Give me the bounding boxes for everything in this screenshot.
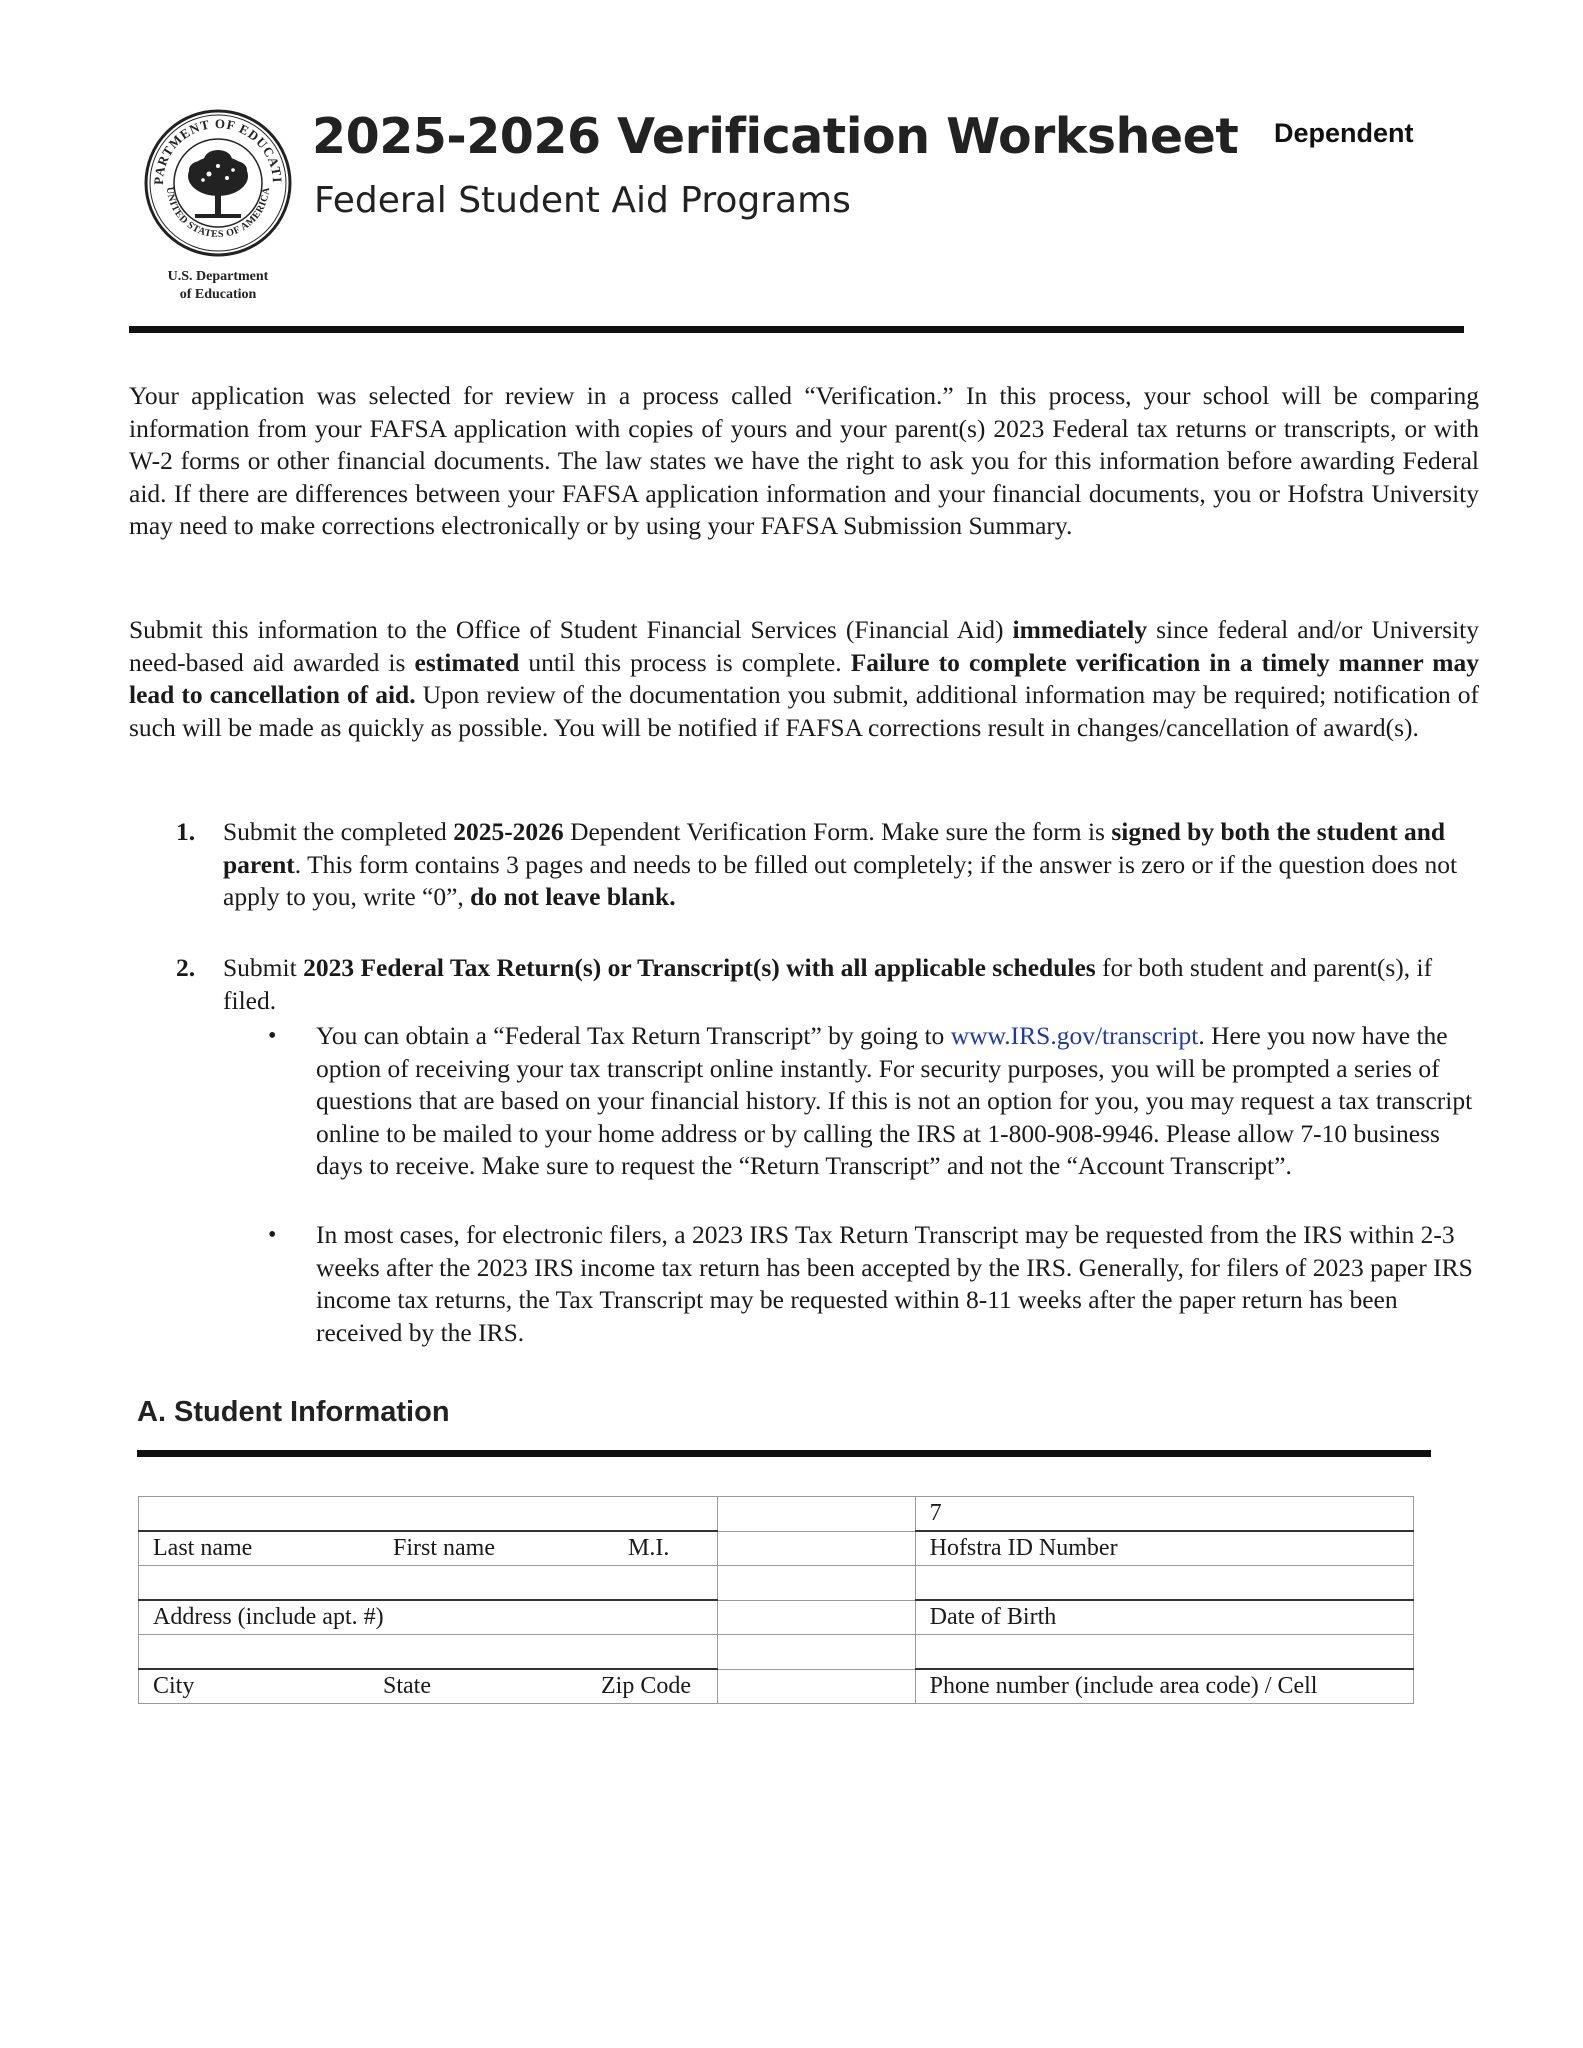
address-label: Address (include apt. #) [139,1600,718,1635]
state-label: State [383,1673,431,1699]
name-labels [139,1531,718,1566]
intro-paragraph-1: Your application was selected for review in a process called “Verification.” In this process, your school will be comparing information from your FAFSA application with copies of yours and your parent(s) 2023 Federal tax returns or transcripts, or with W-2 forms or other financial documents. The law states we have the right to ask you for this information before awarding Federal aid. If there are differences between your FAFSA application information and your financial documents, you or Hofstra University may need to make corrections electronically or by using your FAFSA Submission Summary. [129,381,1479,541]
date-of-birth-field[interactable] [915,1566,1413,1601]
name-field[interactable] [139,1497,718,1532]
address-entry-row [139,1566,1414,1601]
spacer-cell [717,1566,915,1601]
step-2-text [223,952,1483,1017]
bullet-1-text-b: . Here you now have the option of receiving your tax transcript online instantly. For security purposes, you will be prompted a series of questions that are based on your financial history. If this is not an option for you, you may request a tax transcript online to be mailed to your home address or by calling the IRS at 1-800-908-9946. Please allow 7-10 business days to receive. Make sure to request the “Return Transcript” and not the “Account Transcript”. [316,1021,1473,1181]
step-2-text-a: Submit [223,953,304,982]
address-field[interactable] [139,1566,718,1601]
address-label-row [139,1600,1414,1635]
city-entry-row [139,1635,1414,1670]
step-2-documents: 2023 Federal Tax Return(s) or Transcript(s) with all applicable schedules [303,953,1096,982]
zip-label: Zip Code [601,1673,691,1699]
page-subtitle: Federal Student Aid Programs [314,180,851,221]
name-entry-row [139,1497,1414,1532]
step-2-bullet-1 [316,1020,1476,1183]
seal-caption-line2: of Education [179,287,257,302]
name-label-row [139,1531,1414,1566]
step-1-year: 2025-2026 [453,817,564,846]
bullet-2-text: In most cases, for electronic filers, a 2023 IRS Tax Return Transcript may be requested from the IRS within 2-3 weeks after the 2023 IRS income tax return has been accepted by the IRS. Generally, for filers of 2023 paper IRS income tax returns, the Tax Transcript may be requested within 8-11 weeks after the paper return has been received by the IRS. [316,1220,1473,1347]
bullet-1-text-a: You can obtain a “Federal Tax Return Transcript” by going to [316,1021,951,1050]
spacer-cell [717,1669,915,1704]
p2-text-c: since federal and/or University need-based aid awarded is [129,615,1479,677]
phone-field[interactable] [915,1635,1413,1670]
irs-transcript-link[interactable]: www.IRS.gov/transcript [950,1021,1199,1050]
step-1-number: 1. [176,817,196,846]
hofstra-id-label: Hofstra ID Number [915,1531,1413,1566]
student-information-table [138,1496,1414,1704]
p2-emphasis-estimated: estimated [414,647,520,677]
svg-text:UNITED STATES OF AMERICA: UNITED STATES OF AMERICA [163,186,273,241]
mi-label: M.I. [628,1535,670,1561]
step-2-text-c: for both student and parent(s), if filed. [223,953,1433,1015]
last-name-label: Last name [153,1535,253,1561]
seal-icon [143,108,293,258]
step-2-number: 2. [176,953,196,982]
phone-label: Phone number (include area code) / Cell [915,1669,1413,1704]
hofstra-id-field[interactable]: 7 [915,1497,1413,1532]
dependency-badge: Dependent [1274,118,1414,148]
section-a-divider [137,1450,1431,1457]
p2-text-a: Submit this information to the Office of Student Financial Services (Financial Aid) [129,615,1013,644]
department-of-education-seal [143,108,293,258]
seal-caption-line1: U.S. Department [167,269,269,284]
first-name-label: First name [393,1535,495,1561]
section-a-heading: A. Student Information [137,1396,450,1428]
seal-caption [140,268,296,304]
bullet-icon: • [268,1023,277,1049]
p2-text-g: Upon review of the documentation you submit, additional information may be required; notification of such will be made as quickly as possible. You will be notified if FAFSA corrections result in changes/cancellation of award(s). [129,680,1480,742]
header-divider [129,326,1464,333]
spacer-cell [717,1600,915,1635]
bullet-icon: • [268,1222,277,1248]
intro-paragraph-2 [129,614,1479,744]
page-title: 2025-2026 Verification Worksheet [312,108,1239,165]
step-1-text-c: Dependent Verification Form. Make sure the form is [563,817,1112,846]
svg-text:DEPARTMENT OF EDUCATION: PARTMENT OF EDUCATI [150,115,286,186]
step-1-signature-note: signed by both the student and parent [223,817,1446,879]
step-1-text-a: Submit the completed [223,817,454,846]
p2-emphasis-immediately: immediately [1012,615,1148,644]
city-label: City [153,1673,195,1699]
spacer-cell [717,1531,915,1566]
step-1-text [223,816,1483,914]
step-2-bullet-2 [316,1219,1476,1349]
step-1-blank-warning: do not leave blank. [470,882,676,912]
city-state-zip-field[interactable] [139,1635,718,1670]
p2-text-e: until this process is complete. [519,647,851,677]
p2-warning: Failure to complete verification in a timely manner may lead to cancellation of aid. [129,647,1479,710]
city-labels [139,1669,718,1704]
spacer-cell [717,1635,915,1670]
date-of-birth-label: Date of Birth [915,1600,1413,1635]
spacer-cell [717,1497,915,1532]
step-1-text-e: . This form contains 3 pages and needs to be filled out completely; if the answer is zero or if the question does not apply to you, write “0”, [223,849,1458,912]
city-label-row [139,1669,1414,1704]
